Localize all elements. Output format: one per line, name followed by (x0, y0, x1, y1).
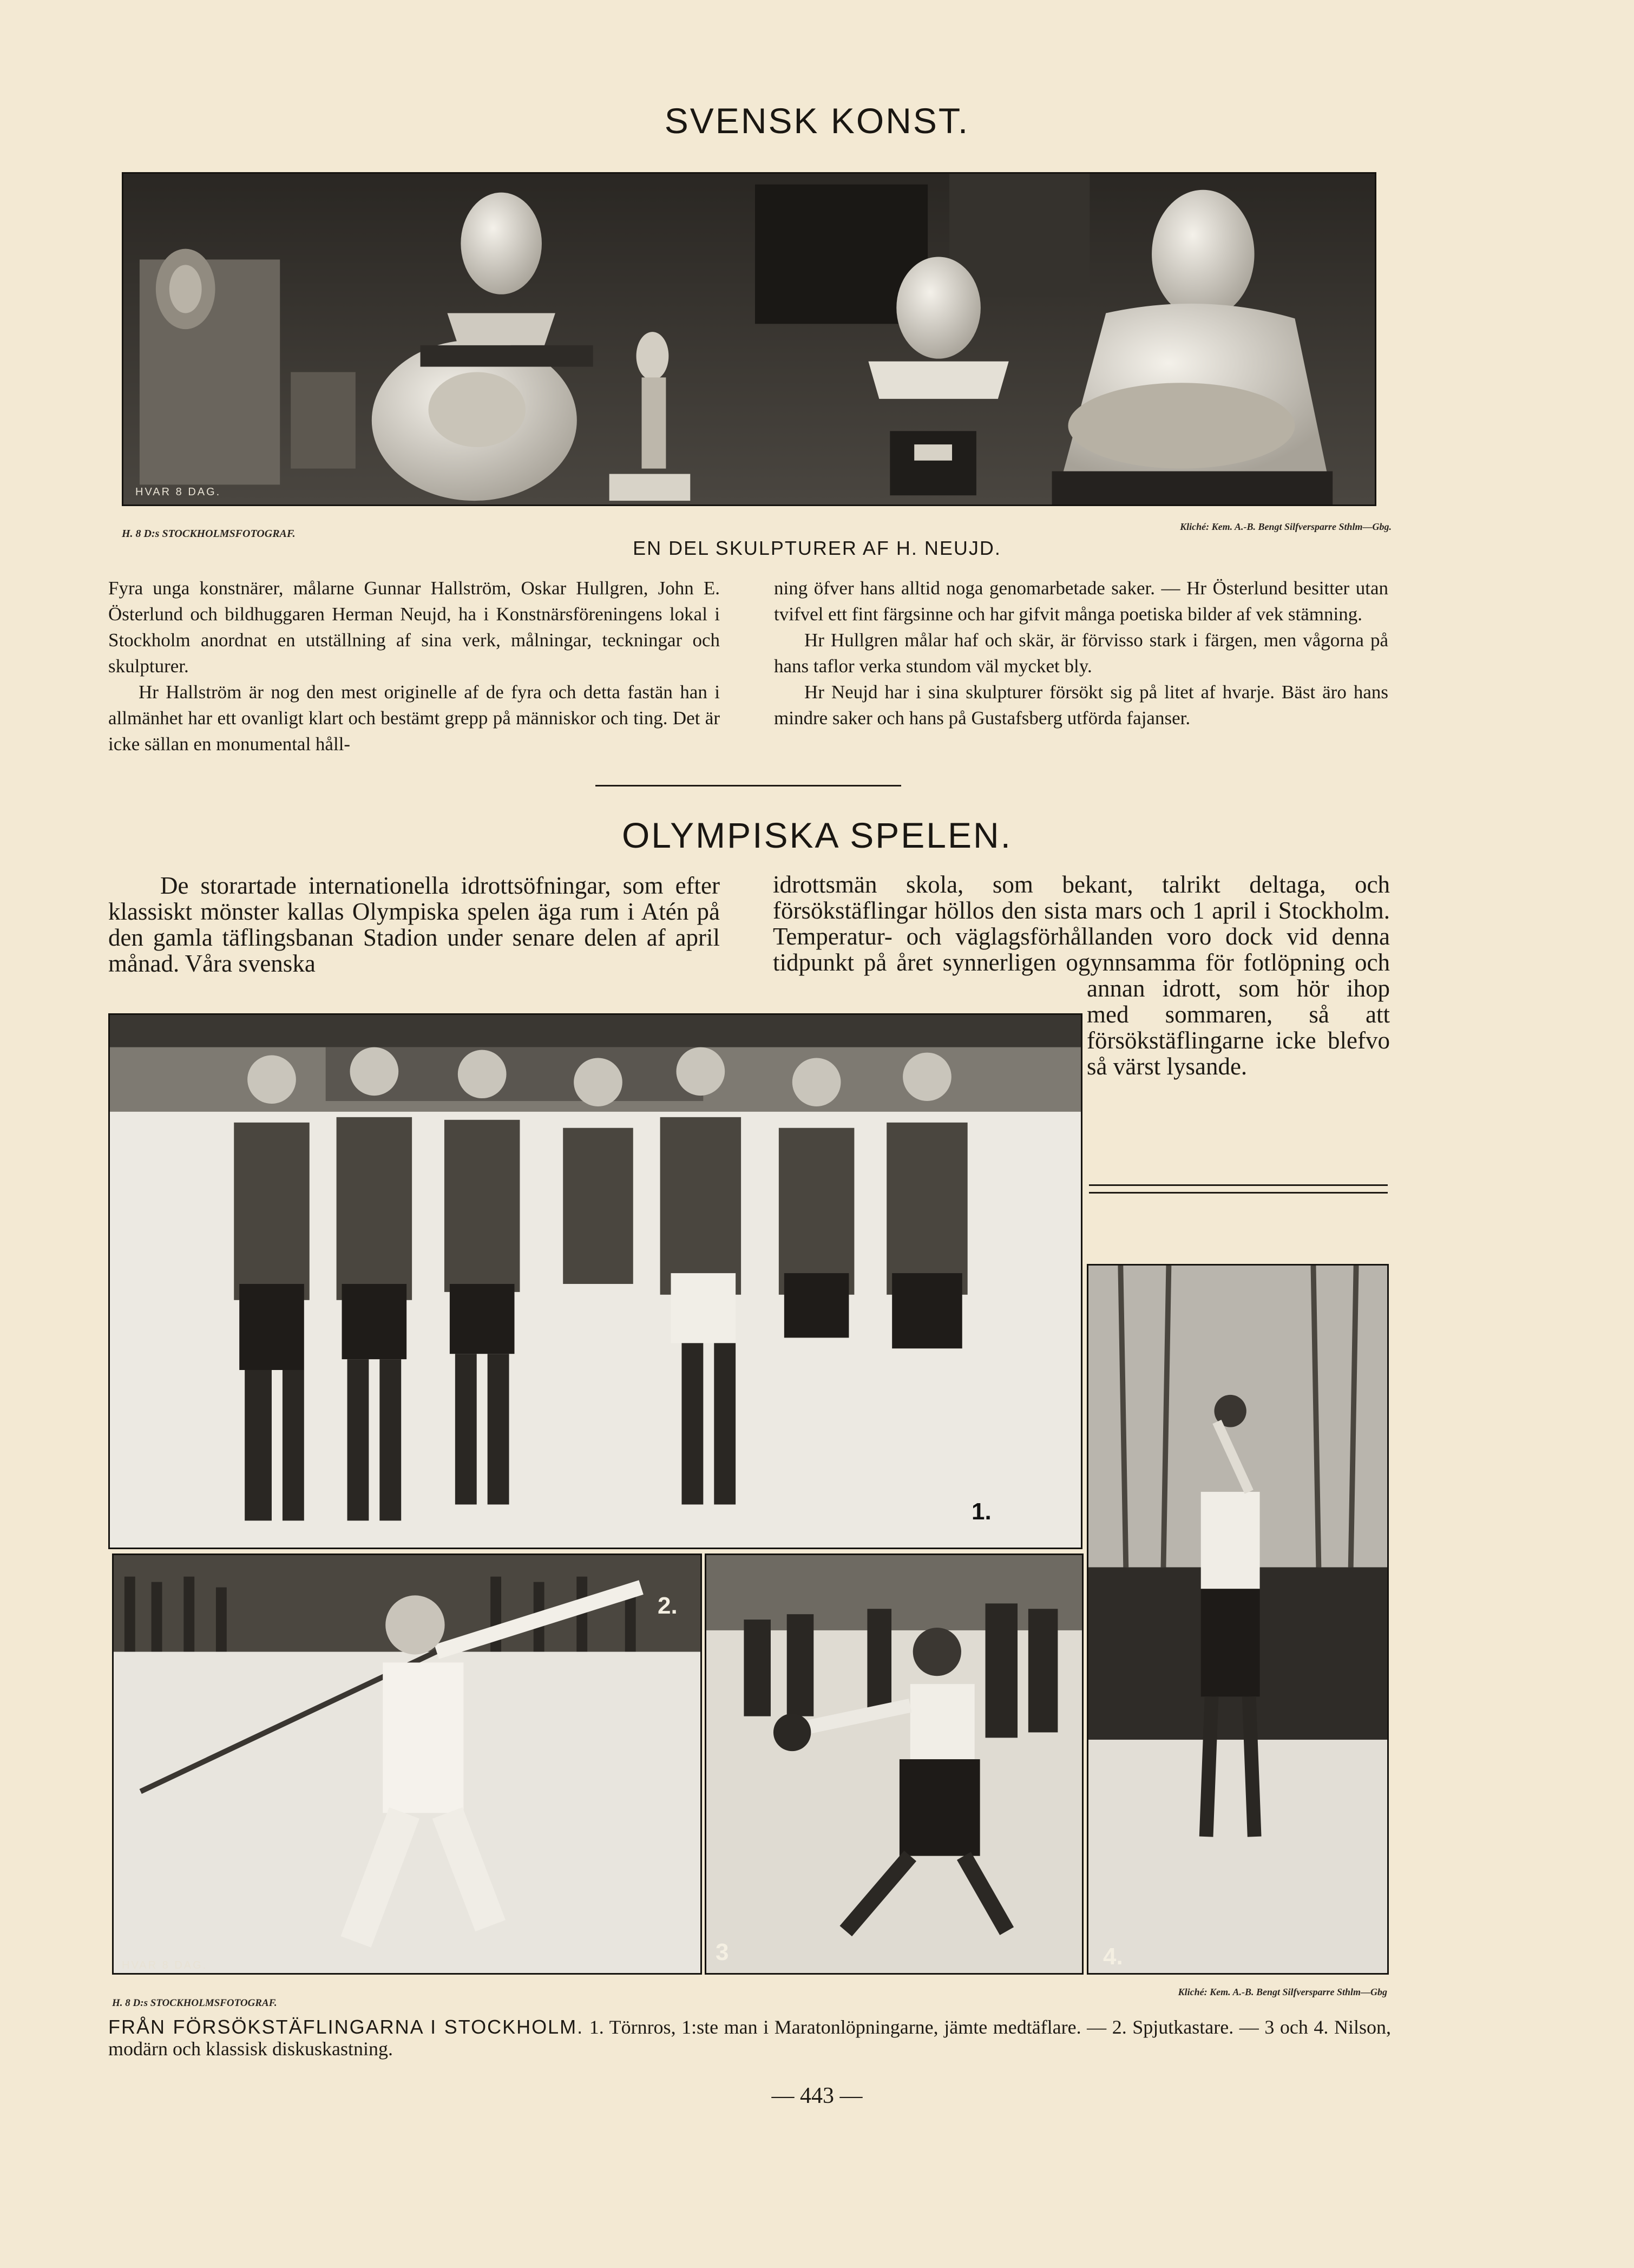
paragraph: idrottsmän skola, som bekant, talrikt deltaga, och försökstäflingar höllos den sista mars och 1 april i Stockholm. Temperatur- och väglagsförhållanden voro dock vid denna tidpunkt på året synnerligen ogynnsamma för fotlöpning och annan idrott, som hör ihop med sommaren, så att försökstäflingarne icke blefvo så värst lysande. (773, 871, 1390, 1079)
photo-javelin-thrower (112, 1553, 702, 1975)
olympiska-text-left (108, 873, 720, 976)
section-divider (595, 785, 901, 786)
paragraph: Hr Hullgren målar haf och skär, är förvisso stark i färgen, men vågorna på hans taflor verka stundom väl mycket bly. (774, 630, 1388, 677)
photo-number-3: 3 (716, 1939, 729, 1965)
photo-number-1: 1. (972, 1498, 992, 1525)
double-rule-top (1089, 1184, 1388, 1186)
photo-watermark-top: HVAR 8 DAG. (135, 486, 221, 498)
sculpture-photo (122, 172, 1376, 506)
photo-credit-right: Kliché: Kem. A.-B. Bengt Silfversparre Sthlm—Gbg. (1180, 521, 1392, 532)
section-title-svensk-konst: SVENSK KONST. (664, 101, 970, 141)
sculpture-photo-illustration (123, 174, 1375, 504)
runners-group-illustration (110, 1015, 1081, 1548)
classic-discus-illustration (1088, 1266, 1387, 1973)
modern-discus-illustration (706, 1555, 1082, 1973)
paragraph: Hr Neujd har i sina skulpturer försökt sig på litet af hvarje. Bäst äro hans mindre saker och hans på Gustafsberg utförda fajanser. (774, 681, 1388, 729)
javelin-thrower-illustration (114, 1555, 700, 1973)
double-rule-bottom (1089, 1192, 1388, 1194)
caption-head: FRÅN FÖRSÖKSTÄFLINGARNA I STOCKHOLM. (108, 2016, 584, 2038)
svensk-konst-text-right (774, 575, 1388, 731)
sculpture-caption: EN DEL SKULPTURER AF H. NEUJD. (633, 537, 1001, 559)
caption-body: 1. Törnros, 1:ste man i Maratonlöpningarne, jämte medtäflare. — 2. Spjutkastare. — 3 och 4. Nilson, modärn och klassisk diskuskastning. (108, 2016, 1391, 2060)
paragraph: De storartade internationella idrottsöfningar, som efter klassiskt mönster kallas Olympiska spelen äga rum i Atén på den gamla täflingsbanan Stadion under senare delen af april månad. Våra svenska (108, 872, 720, 977)
paragraph: ning öfver hans alltid noga genomarbetade saker. — Hr Österlund besitter utan tvifvel ett fint färgsinne och har gifvit många poetiska bilder af vek stämning. (774, 578, 1388, 625)
section-title-olympiska: OLYMPISKA SPELEN. (621, 815, 1013, 855)
photo-modern-discus (705, 1553, 1084, 1975)
photo-credit-right-bottom: Kliché: Kem. A.-B. Bengt Silfversparre Sthlm—Gbg (1178, 1987, 1387, 1997)
paragraph: Hr Hallström är nog den mest originelle af de fyra och detta fastän han i allmänhet har ett ovanligt klart och bestämt grepp på människor och ting. Det är icke sällan en monumental håll- (108, 681, 720, 755)
photo-number-4: 4. (1103, 1943, 1123, 1970)
photo-classic-discus (1087, 1264, 1389, 1975)
photo-watermark-bottom: HVAR 8 DAG. (122, 1959, 208, 1971)
photo-credit-left-bottom: H. 8 D:s STOCKHOLMSFOTOGRAF. (112, 1997, 277, 2009)
svensk-konst-text-left (108, 575, 720, 757)
photo-credit-left: H. 8 D:s STOCKHOLMSFOTOGRAF. (122, 528, 296, 540)
paragraph: Fyra unga konstnärer, målarne Gunnar Hallström, Oskar Hullgren, John E. Österlund och bildhuggaren Herman Neujd, ha i Konstnärsföreningens lokal i Stockholm anordnat en utställning af sina verk, målningar, teckningar och skulpturer. (108, 578, 720, 677)
page-number: — 443 — (771, 2083, 863, 2108)
olympiska-caption (108, 2016, 1391, 2060)
photo-number-2: 2. (658, 1592, 678, 1619)
photo-runners-group (108, 1013, 1082, 1549)
